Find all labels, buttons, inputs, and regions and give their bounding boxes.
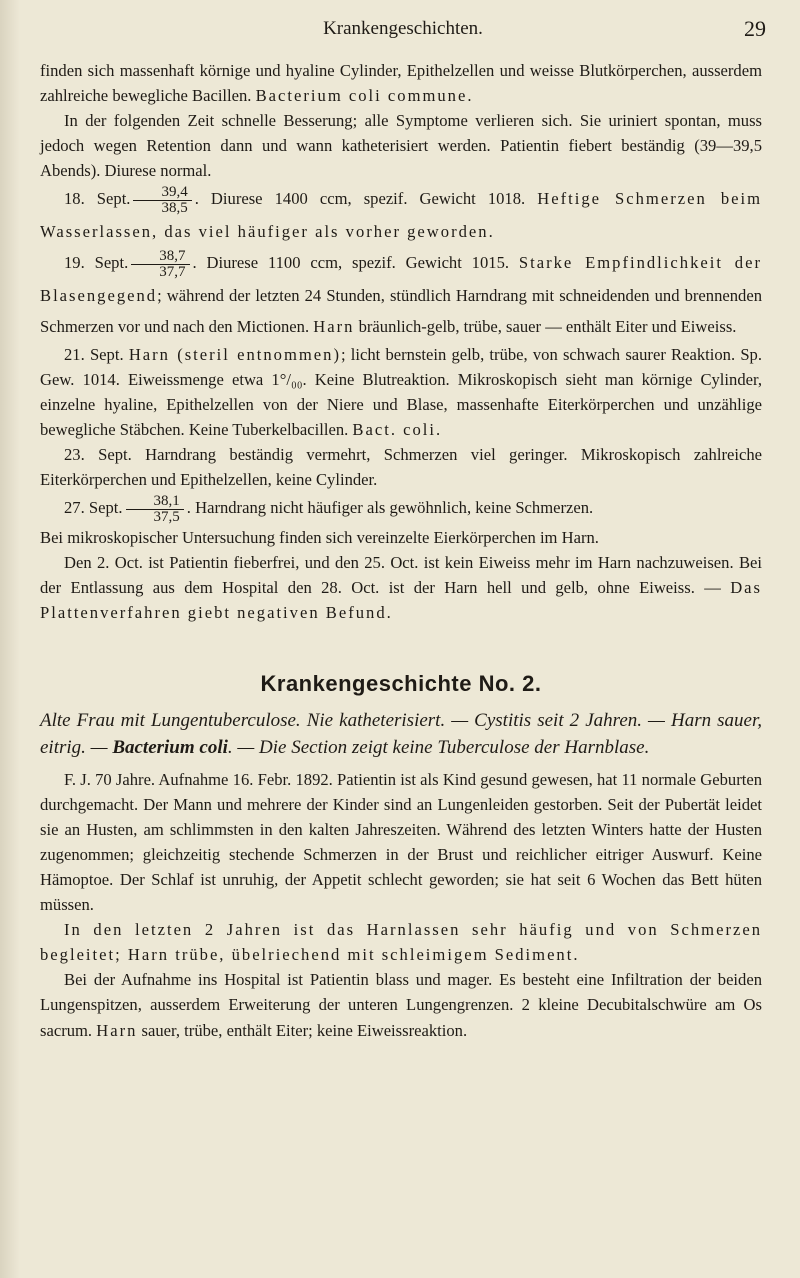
paragraph-course: In der folgenden Zeit schnelle Besserung; alle Symptome verlieren sich. Sie uriniert spontan, muss jedoch wegen Retention dann und wann katheterisiert werden. Patientin fiebert beständig (39—39,5 Abends). Diurese normal. xyxy=(40,111,762,181)
running-title: Krankengeschichten. xyxy=(323,18,483,39)
entry-19-sept: 19. Sept. $\frac{38,7}{37,7}$ . Diurese 1100 ccm, spezif. Gewicht 1015. Starke Empfindlichkeit der Blasengegend; während der letzten 24 Stunden, stündlich Harndrang mit schneidenden und brennenden Schmerzen vor und nach den Mictionen. Harn bräunlich-gelb, trübe, sauer — enthält Eiter und Eiweiss. xyxy=(40,247,762,336)
page-header xyxy=(40,18,766,48)
paragraph-microscopy: Bei mikroskopischer Untersuchung finden sich vereinzelte Eierkörperchen im Harn. xyxy=(40,528,599,548)
section-heading: Krankengeschichte No. 2. xyxy=(260,671,542,697)
entry-23-sept: 23. Sept. Harndrang beständig vermehrt, Schmerzen viel geringer. Mikroskopisch zahlreiche Eiterkörperchen und Epithelzellen, keine Cylinder. xyxy=(40,445,762,490)
page-edge-shadow xyxy=(0,0,20,1278)
entry-21-sept: 21. Sept. Harn (steril entnommen); licht bernstein gelb, trübe, von schwach saurer Reaktion. Sp. Gew. 1014. Eiweissmenge etwa 1°/₀₀. Keine Blutreaktion. Mikroskopisch sieht man körnige Cylinder, einzelne hyaline, Epithelzellen von der Niere und Blase, massenhafte Eiterkörperchen und unzählige bewegliche Stäbchen. Keine Tuberkelbacillen. Bact. coli. xyxy=(40,344,762,440)
paragraph-history: F. J. 70 Jahre. Aufnahme 16. Febr. 1892. Patientin ist als Kind gesund gewesen, hat 11 normale Geburten durchgemacht. Der Mann und mehrere der Kinder sind an Lungenleiden gestorben. Seit der Pubertät leidet sie an Husten, am schlimmsten in den kalten Jahreszeiten. Während des letzten Winters hatte der Husten zugenommen; gleichzeitig stechende Schmerzen in der Brust und reichlicher eitriger Auswurf. Keine Hämoptoe. Der Schlaf ist unruhig, der Appetit schlecht geworden; sie hat seit 6 Wochen das Bett hüten müssen. xyxy=(40,769,762,915)
page-body xyxy=(40,58,762,1043)
page-number: 29 xyxy=(744,16,766,41)
temperature-fraction: $\frac{39,4}{38,5}$ xyxy=(133,185,191,216)
entry-27-sept: 27. Sept. $\frac{38,1}{37,5}$ . Harndrang nicht häufiger als gewöhnlich, keine Schmerzen. xyxy=(64,493,594,526)
temperature-fraction: $\frac{38,1}{37,5}$ xyxy=(126,494,184,525)
paragraph-urination: In den letzten 2 Jahren ist das Harnlassen sehr häufig und von Schmerzen begleitet; Harn trübe, übelriechend mit schleimigem Sediment. xyxy=(40,920,762,965)
paragraph-findings: finden sich massenhaft körnige und hyaline Cylinder, Epithelzellen und weisse Blutkörperchen, ausserdem zahlreiche bewegliche Bacillen. Bacterium coli commune. xyxy=(40,61,762,106)
temperature-fraction: $\frac{38,7}{37,7}$ xyxy=(131,249,189,280)
case-summary: Alte Frau mit Lungentuberculose. Nie katheterisiert. — Cystitis seit 2 Jahren. — Harn sauer, eitrig. — Bacterium coli. — Die Section zeigt keine Tuberculose der Harnblase. xyxy=(40,709,762,758)
paragraph-admission: Bei der Aufnahme ins Hospital ist Patientin blass und mager. Es besteht eine Infiltration der beiden Lungenspitzen, ausserdem Erweiterung der unteren Lungengrenzen. 2 kleine Decubitalschwüre am Os sacrum. Harn sauer, trübe, enthält Eiter; keine Eiweissreaktion. xyxy=(40,970,762,1040)
paragraph-discharge: Den 2. Oct. ist Patientin fieberfrei, und den 25. Oct. ist kein Eiweiss mehr im Harn nachzuweisen. Bei der Entlassung aus dem Hospital den 28. Oct. ist der Harn hell und gelb, ohne Eiweiss. — Das Plattenverfahren giebt negativen Befund. xyxy=(40,553,762,623)
entry-18-sept: 18. Sept. $\frac{39,4}{38,5}$ . Diurese 1400 ccm, spezif. Gewicht 1018. Heftige Schmerzen beim Wasserlassen, das viel häufiger als vorher geworden. xyxy=(40,184,762,242)
